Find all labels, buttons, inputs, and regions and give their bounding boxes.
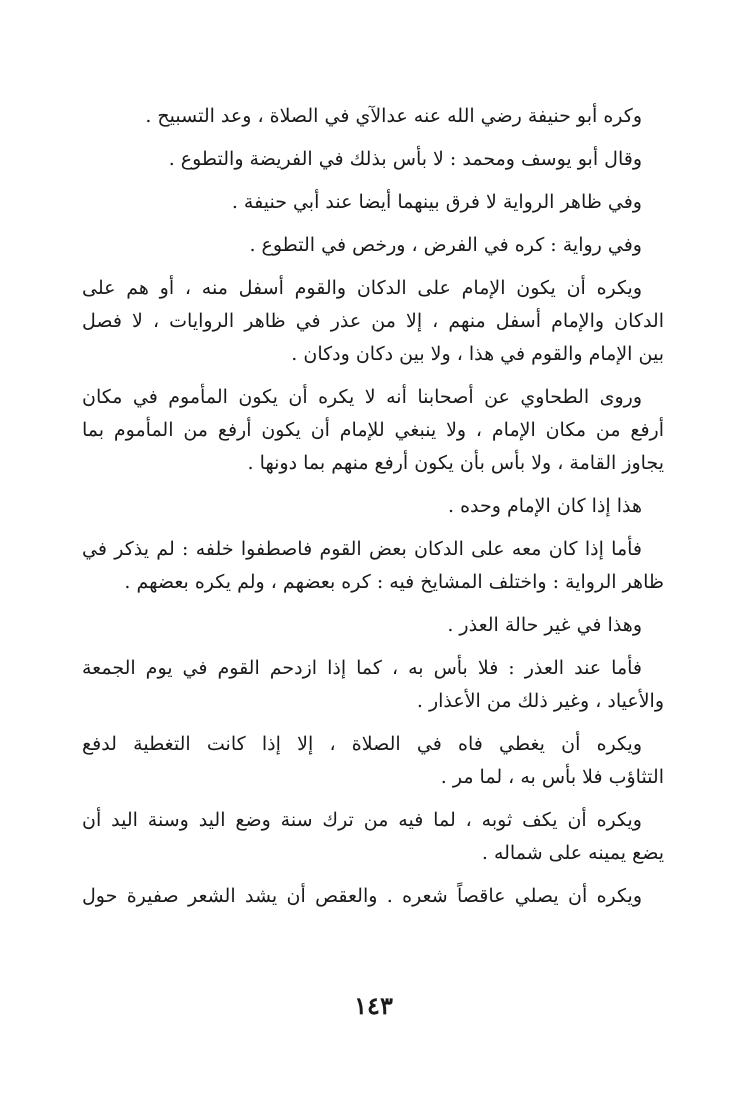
paragraph-8 <box>82 533 664 599</box>
text-line: أرفع من مكان الإمام ، ولا ينبغي للإمام أن يكون أرفع من المأموم بما <box>82 419 664 441</box>
text-line: يجاوز القامة ، ولا بأس بأن يكون أرفع منهم بما دونها . <box>247 452 664 474</box>
text-line: بين الإمام والقوم في هذا ، ولا بين دكان ودكان . <box>291 343 664 365</box>
paragraph-5 <box>82 272 664 371</box>
paragraph-11 <box>82 728 664 794</box>
text-line: التثاؤب فلا بأس به ، لما مر . <box>440 766 664 788</box>
text-line: وفي رواية : كره في الفرض ، ورخص في التطوع . <box>249 234 642 256</box>
text-line: يضع يمينه على شماله . <box>481 842 664 864</box>
text-line: وهذا في غير حالة العذر . <box>447 614 642 636</box>
text-line: ظاهر الرواية : واختلف المشايخ فيه : كره بعضهم ، ولم يكره بعضهم . <box>124 571 664 593</box>
paragraph-3 <box>82 186 664 219</box>
paragraph-13 <box>82 880 664 913</box>
text-line: ويكره أن يكون الإمام على الدكان والقوم أسفل منه ، أو هم على <box>82 277 642 299</box>
paragraph-6 <box>82 381 664 480</box>
paragraph-7 <box>82 490 664 523</box>
text-line: هذا إذا كان الإمام وحده . <box>447 495 642 517</box>
text-line: وكره أبو حنيفة رضي الله عنه عدالآي في الصلاة ، وعد التسبيح . <box>145 105 642 127</box>
paragraph-2 <box>82 143 664 176</box>
paragraph-10 <box>82 652 664 718</box>
text-line: الدكان والإمام أسفل منهم ، إلا من عذر في ظاهر الروايات ، لا فصل <box>82 310 664 332</box>
text-line: وقال أبو يوسف ومحمد : لا بأس بذلك في الفريضة والتطوع . <box>168 148 642 170</box>
page-body-text <box>82 100 664 923</box>
text-line: فأما إذا كان معه على الدكان بعض القوم فاصطفوا خلفه : لم يذكر في <box>82 538 642 560</box>
paragraph-4 <box>82 229 664 262</box>
text-line: ويكره أن يصلي عاقصاً شعره . والعقص أن يشد الشعر صفيرة حول <box>82 885 642 907</box>
text-line: والأعياد ، وغير ذلك من الأعذار . <box>416 690 664 712</box>
text-line: ويكره أن يكف ثوبه ، لما فيه من ترك سنة وضع اليد وسنة اليد أن <box>82 809 642 831</box>
text-line: ويكره أن يغطي فاه في الصلاة ، إلا إذا كانت التغطية لدفع <box>82 733 642 755</box>
paragraph-1 <box>82 100 664 133</box>
paragraph-12 <box>82 804 664 870</box>
text-line: فأما عند العذر : فلا بأس به ، كما إذا ازدحم القوم في يوم الجمعة <box>82 657 642 679</box>
text-line: وفي ظاهر الرواية لا فرق بينهما أيضا عند أبي حنيفة . <box>231 191 642 213</box>
page-number: ١٤٣ <box>354 991 393 1020</box>
text-line: وروى الطحاوي عن أصحابنا أنه لا يكره أن يكون المأموم في مكان <box>82 386 642 408</box>
paragraph-9 <box>82 609 664 642</box>
